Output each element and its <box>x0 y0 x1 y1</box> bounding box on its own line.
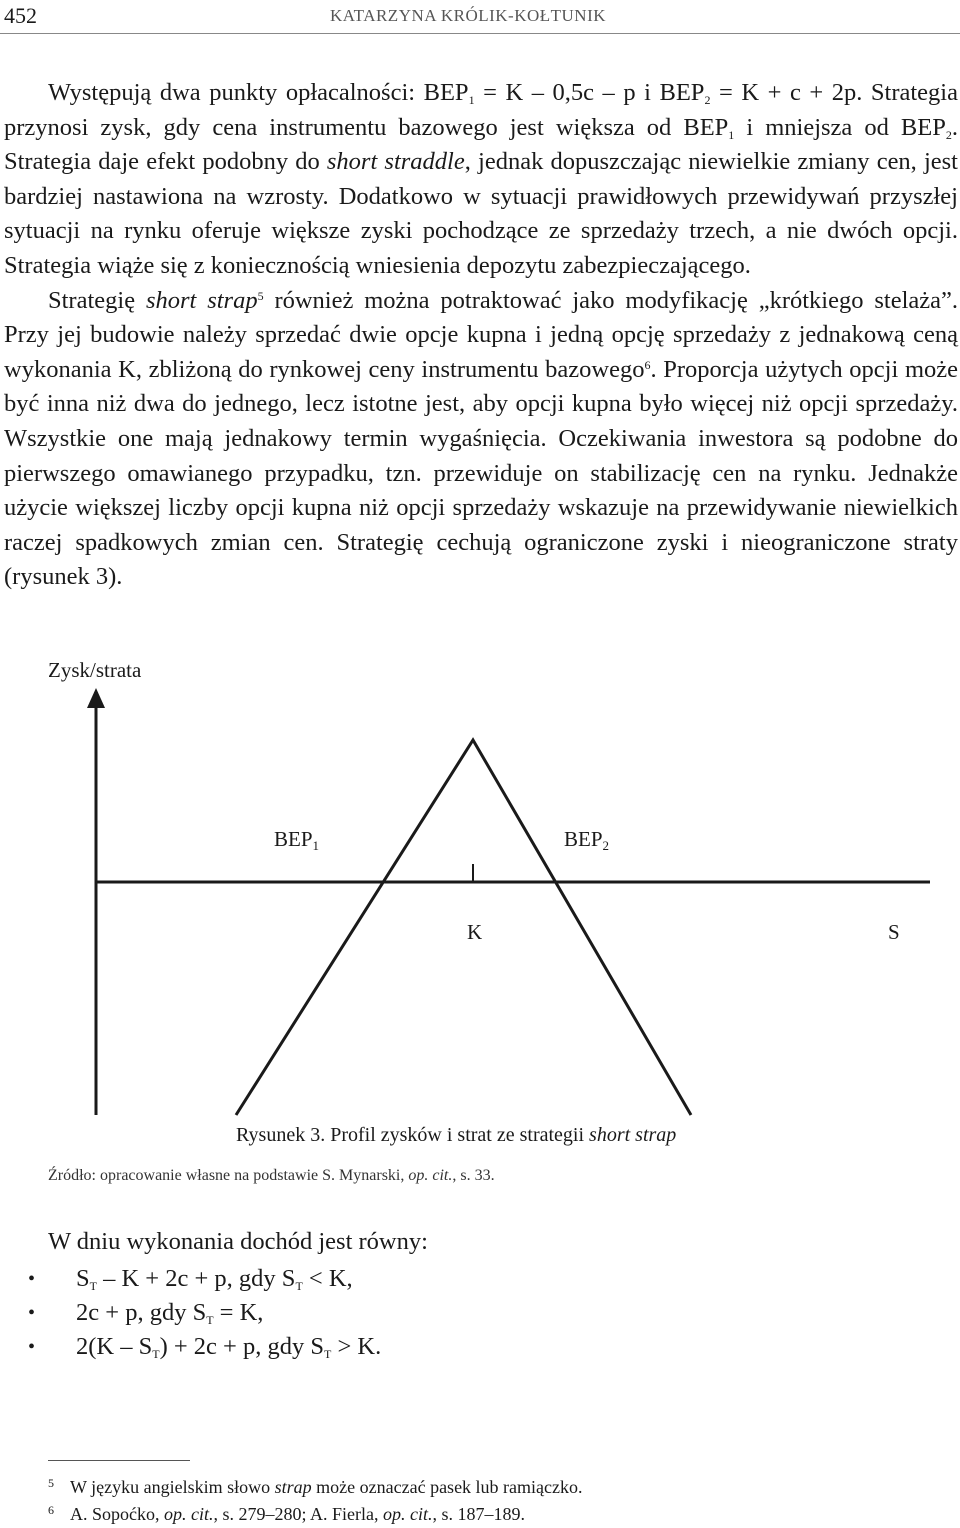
x-axis-label: S <box>888 920 900 944</box>
income-formula-list <box>28 1262 381 1364</box>
y-axis-arrow <box>87 688 105 708</box>
running-header: KATARZYNA KRÓLIK-KOŁTUNIK <box>330 6 607 25</box>
bep2-label: $BEP_2$ <box>564 827 610 853</box>
k-label: K <box>467 920 483 944</box>
footnote-ref-6[interactable]: 6 <box>644 357 651 372</box>
formula-item-3: • $2(K - S_T) + 2c + p$, gdy $S_T > K$. <box>28 1330 381 1364</box>
formula-item-1: • $S_T - K + 2c + p$, gdy $S_T < K$, <box>28 1262 381 1296</box>
footnotes <box>48 1470 583 1524</box>
figure-caption: Rysunek 3. Profil zysków i strat ze strategii short strap <box>236 1124 677 1146</box>
y-axis-label: Zysk/strata <box>48 658 142 682</box>
header-rule <box>0 33 960 34</box>
footnote-rule <box>48 1460 190 1461</box>
body-text <box>4 76 958 595</box>
footnote-ref-5[interactable]: 5 <box>257 288 264 303</box>
income-intro: W dniu wykonania dochód jest równy: <box>48 1228 428 1255</box>
page-number: 452 <box>4 3 37 28</box>
figure-3 <box>0 650 960 1120</box>
formula-item-2: • 2c + p, gdy $S_T = K$, <box>28 1296 381 1330</box>
paragraph-1: Występują dwa punkty opłacalności: $BEP_1 = K - 0,5c - p$ i $BEP_2 = K + c + 2p$. Strategia przynosi zysk, gdy cena instrumentu bazowego jest większa od $BEP_1$ i mniejsza od $BEP_2$. Strategia daje efekt podobny do short straddle, jednak dopuszczając niewielkie zmiany cen, jest bardziej nastawiona na wzrosty. Dodatkowo w sytuacji prawidłowych przewidywań przyszłej sytuacji na rynku oferuje większe zyski pochodzące ze sprzedaży trzech, a nie dwóch opcji. Strategia wiąże się z koniecznością wniesienia depozytu zabezpieczającego. <box>4 79 958 279</box>
footnote-5: 5 W języku angielskim słowo strap może oznaczać pasek lub ramiączko. <box>48 1476 583 1497</box>
paragraph-2: Strategię short strap$^5$ również można potraktować jako modyfikację „krótkiego stelaża”. Przy jej budowie należy sprzedać dwie opcje kupna i jedną opcję sprzedaży z jednakową ceną wykonania K, zbliżoną do rynkowej ceny instrumentu bazowego$^6$. Proporcja użytych opcji może być inna niż dwa do jednego, lecz istotne jest, aby opcji kupna było więcej niż opcji sprzedaży. Wszystkie one mają jednakowy termin wygaśnięcia. Oczekiwania inwestora są podobne do pierwszego omawianego przypadku, tzn. przewiduje on stabilizację cen na rynku. Jednakże użycie większej liczby opcji kupna niż opcji sprzedaży wskazuje na przewidywanie niewielkich raczej spadkowych zmian cen. Strategię cechują ograniczone zyski i nieograniczone straty (rysunek 3). <box>4 286 958 591</box>
bep1-label: $BEP_1$ <box>274 827 320 853</box>
footnote-6: 6 A. Sopoćko, op. cit., s. 279–280; A. Fierla, op. cit., s. 187–189. <box>48 1503 526 1524</box>
payoff-diagram <box>0 650 960 1120</box>
bullet-icon: • <box>28 1302 36 1324</box>
bullet-icon: • <box>28 1336 36 1358</box>
figure-source: Źródło: opracowanie własne na podstawie S. Mynarski, op. cit., s. 33. <box>48 1167 495 1184</box>
payoff-line <box>236 740 691 1115</box>
bullet-icon: • <box>28 1268 36 1290</box>
